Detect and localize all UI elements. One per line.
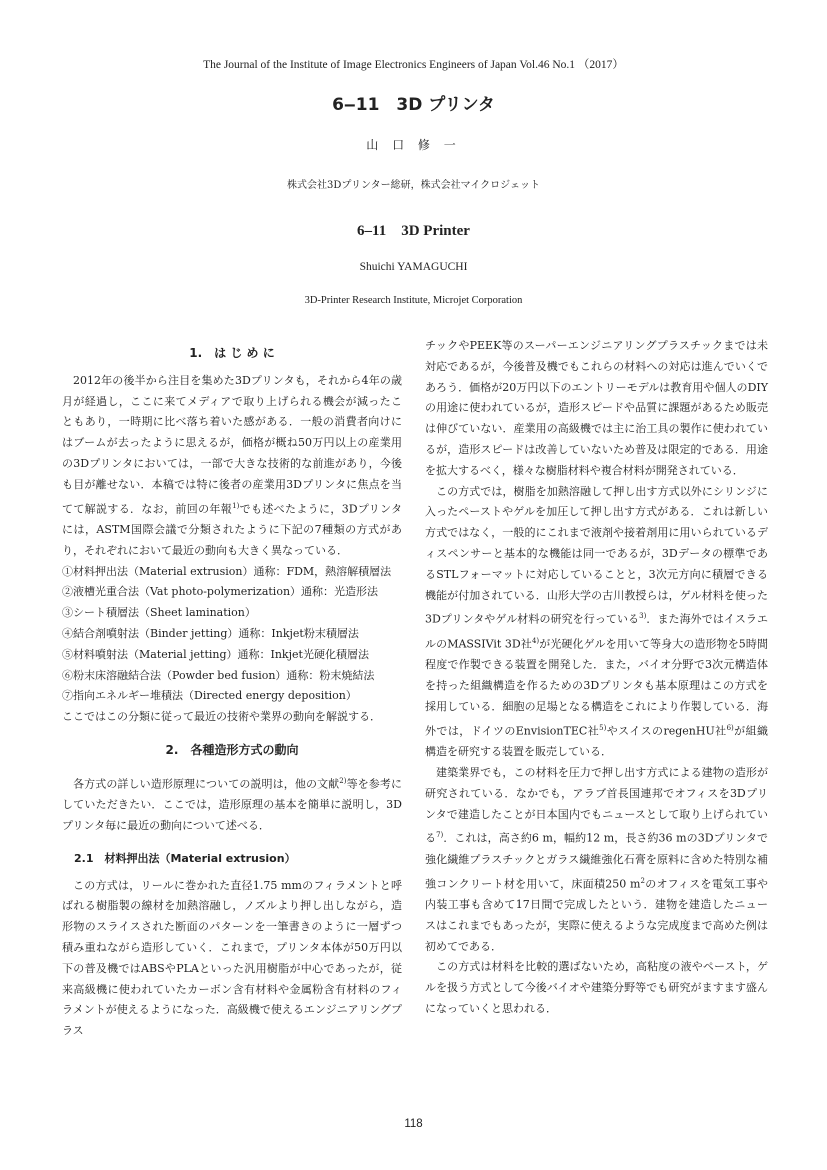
citation-3: 3)	[639, 612, 647, 621]
right-p2-text-d: やスイスのregenHU社	[606, 724, 727, 738]
author-name-ja: 山 口 修 一	[366, 138, 461, 152]
section-1-text-b: でも述べたように，3Dプリンタには，ASTM国際会議で分類されたように下記の7種類の方式があり，それぞれにおいて最近の動向も大きく異なっている．	[62, 502, 403, 557]
section-2-text-a: 各方式の詳しい造形原理についての説明は，他の文献	[73, 777, 340, 791]
citation-1: 1)	[232, 501, 240, 510]
method-item-6: ⑥粉末床溶融結合法（Powder bed fusion）通称：粉末焼結法	[62, 668, 375, 682]
subsection-2-1-paragraph: この方式は，リールに巻かれた直径1.75 mmのフィラメントと呼ばれる樹脂製の線材を加熱溶融し，ノズルより押し出しながら，造形物のスライスされた断面のパターンを一筆書きのように一層ずつ積み重ねながら造形していく．これまで，プリンタ本体が50万円以下の普及機ではABSやPLAといった汎用樹脂が中心であったが，従来高級機に使われていたカーボン含有材料や金属粉含有材料のフィラメントが使えるようになった．高級機で使えるエンジニアリングプラス	[62, 878, 402, 1038]
right-p3-text-c: のオフィスを電気工事や内装工事も含めて17日間で完成したという．建物を建造したニュースはこれまでもあったが，実際に使えるような完成度まで高めた例は初めてである．	[425, 877, 768, 953]
left-column	[62, 336, 402, 1042]
citation-2: 2)	[339, 776, 347, 785]
section-1-paragraph-2: ここではこの分類に従って最近の技術や業界の動向を解説する．	[62, 710, 381, 724]
journal-header: The Journal of the Institute of Image Electronics Engineers of Japan Vol.46 No.1 （2017）	[203, 59, 624, 71]
right-p2-text-e: が組織構造を研究する装置を販売している．	[425, 724, 768, 759]
section-2-paragraph-1	[62, 771, 402, 837]
right-p2-text-c: が光硬化ゲルを用いて等身大の造形物を5時間程度で作製できる装置を開発した．また，バイオ分野で3次元構造体を持った組織構造を作るための3Dプリンタも基本原理はこの方式を採用している．細胞の足場となる構造をこれにより作製している．海外では，ドイツのEnvisionTEC社	[425, 637, 768, 738]
method-item-2: ②液槽光重合法（Vat photo-polymerization）通称：光造形法	[62, 585, 379, 599]
right-p2-text-a: この方式では，樹脂を加熱溶融して押し出す方式以外にシリンジに入ったペーストやゲルを加圧して押し出す方式がある．これは新しい方式ではなく，一般的にこれまで液剤や接着剤用に用いられているディスペンサーと基本的な機能は同一であるが，3Dデータの標準であるSTLフォーマットに対応していることと，3次元方向に積層できる機能が付加されている．山形大学の古川教授らは，ゲル材料を使った3Dプリンタやゲル材料の研究を行っている	[425, 484, 768, 627]
citation-7: 7)	[436, 831, 444, 840]
page-number: 118	[404, 1118, 423, 1130]
right-paragraph-3	[425, 763, 768, 957]
right-column	[425, 336, 768, 1020]
method-item-5: ⑤材料噴射法（Material jetting）通称：Inkjet光硬化積層法	[62, 647, 369, 661]
citation-6: 6)	[726, 723, 734, 732]
right-p3-text-a: 建築業界でも，この材料を圧力で押し出す方式による建物の造形が研究されている．なかでも，アラブ首長国連邦でオフィスを3Dプリンタで建造したことが日本国内でもニュースとして取り上げられている	[425, 765, 768, 845]
method-item-4: ④結合剤噴射法（Binder jetting）通称：Inkjet粉末積層法	[62, 627, 359, 641]
section-1-text-a: 2012年の後半から注目を集めた3Dプリンタも，それから4年の歳月が経過し，ここに来てメディアで取り上げられる機会が減ったこともあり，一時期に比べ落ち着いた感がある．一般の消費者向けにはブームが去ったように思えるが，価格が概ね50万円以上の産業用の3Dプリンタにおいては，一部で大きな技術的な前進があり，今後も目が離せない．本稿では特に後者の産業用3Dプリンタに焦点を当てて解説する．なお，前回の年報	[62, 373, 402, 516]
method-item-3: ③シート積層法（Sheet lamination）	[62, 606, 256, 620]
method-item-1: ①材料押出法（Material extrusion）通称：FDM，熱溶解積層法	[62, 564, 392, 578]
right-p3-text-b: ．これは，高さ約6 m，幅約12 m，長さ約36 mの3Dプリンタで強化繊維プラスチックとガラス繊維強化石膏を原料に含めた特別な補強コンクリート材を用いて，床面積250 m	[425, 831, 768, 891]
article-title-en: 6‒11 3D Printer	[357, 223, 470, 239]
affiliation-en: 3D-Printer Research Institute, Microjet Corporation	[304, 295, 523, 306]
section-2-text-b: 等を参考にしていただきたい．ここでは，造形原理の基本を簡単に説明し，3Dプリンタ毎に最近の動向について述べる．	[62, 777, 403, 833]
citation-5: 5)	[599, 723, 607, 732]
subsection-2-1-heading: 2.1 材料押出法（Material extrusion）	[74, 851, 296, 865]
affiliation-ja: 株式会社3Dプリンター総研，株式会社マイクロジェット	[287, 180, 540, 191]
author-name-en: Shuichi YAMAGUCHI	[359, 261, 468, 273]
right-paragraph-1: チックやPEEK等のスーパーエンジニアリングプラスチックまでは未対応であるが，今後普及機でもこれらの材料への対応は進んでいくであろう．価格が20万円以下のエントリーモデルは教育用や個人のDIYの用途に使われているが，造形スピードや品質に課題があるため販売は伸びていない．産業用の高級機では主に治工具の製作に使われているが，造形スピードは改善していないため普及は限定的である．用途を拡大するべく，様々な樹脂材料や複合材料が開発されている．	[425, 339, 768, 477]
right-paragraph-2	[425, 482, 768, 763]
method-list	[62, 562, 402, 708]
section-2-heading: 2. 各種造形方式の動向	[165, 743, 299, 757]
area-exponent: 2	[640, 876, 645, 885]
right-paragraph-4: この方式は材料を比較的選ばないため，高粘度の液やペースト，ゲルを扱う方式として今後バイオや建築分野等でも研究がますます盛んになっていくと思われる．	[425, 960, 768, 1015]
section-1-paragraph-1	[62, 371, 402, 562]
method-item-7: ⑦指向エネルギー堆積法（Directed energy deposition）	[62, 689, 357, 703]
citation-4: 4)	[531, 636, 540, 645]
section-1-heading: 1. は じ め に	[189, 346, 275, 360]
article-title-ja: 6‒11 3D プリンタ	[332, 95, 495, 115]
right-p2-text-b: ．また海外ではイスラエルのMASSIVit 3D社	[425, 613, 769, 651]
